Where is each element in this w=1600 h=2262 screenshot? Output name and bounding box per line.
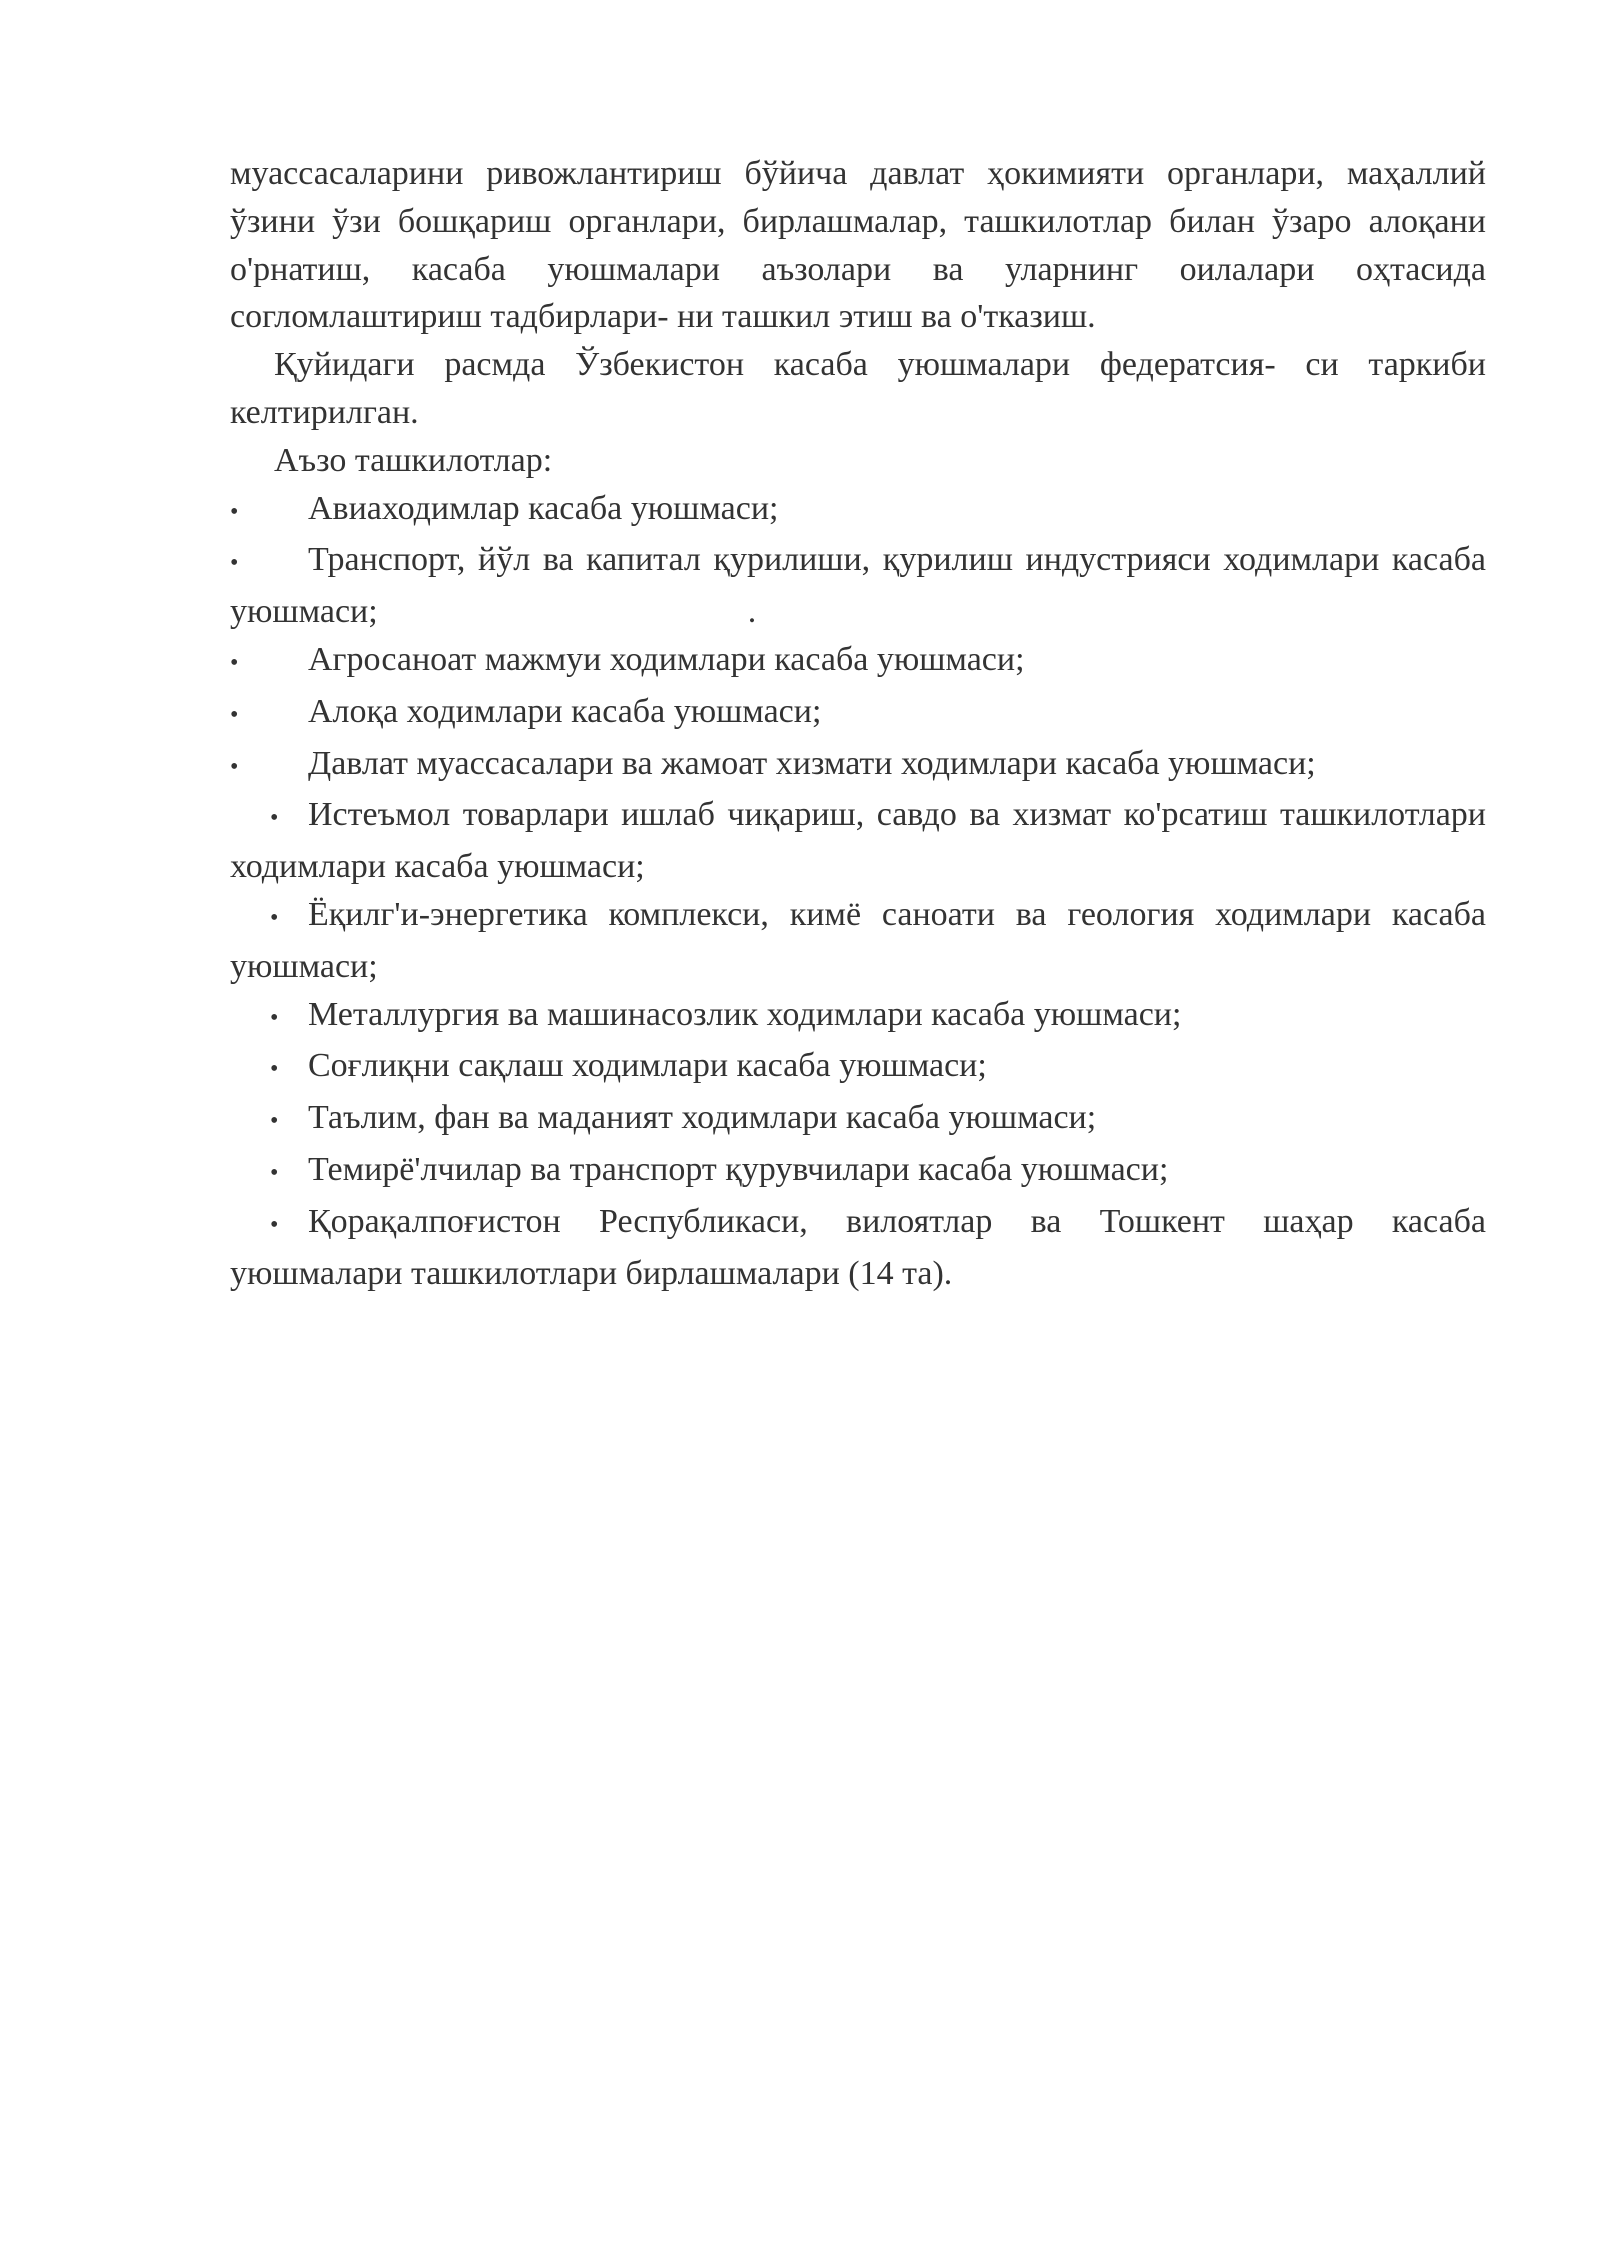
bullet-icon: •: [270, 1211, 279, 1238]
list-item: [230, 740, 1486, 792]
list-item: [230, 791, 1486, 891]
list-item: [230, 1146, 1486, 1198]
list-item-text: Авиаходимлар касаба уюшмаси;: [308, 489, 779, 527]
bullet-icon: •: [230, 498, 239, 525]
list-item-text: Темирё'лчилар ва транспорт қурувчилари касаба уюшмаси;: [308, 1150, 1169, 1188]
list-item-text: Истеъмол товарлари ишлаб чиқариш, савдо ва хизмат ко'рсатиш ташкилотлари ходимлари касаба уюшмаси;: [230, 796, 1486, 886]
bullet-icon: •: [230, 649, 239, 676]
list-item: [230, 536, 1486, 636]
list-item: [230, 485, 1486, 537]
list-item-text: Алоқа ходимлари касаба уюшмаси;: [308, 692, 822, 730]
bullet-icon: •: [270, 1004, 279, 1031]
list-item: [230, 636, 1486, 688]
bullet-icon: •: [230, 550, 239, 577]
list-item: [230, 1094, 1486, 1146]
list-item: [230, 688, 1486, 740]
list-item-text: Қорақалпоғистон Республикаси, вилоятлар ва Тошкент шаҳар касаба уюшмалари ташкилотлари бирлашмалари (14 та).: [230, 1202, 1486, 1292]
bullet-icon: •: [270, 1159, 279, 1186]
member-organizations-heading: Аъзо ташкилотлар:: [274, 441, 553, 479]
list-item-text: Металлургия ва машинасозлик ходимлари касаба уюшмаси;: [308, 995, 1182, 1033]
bullet-icon: •: [230, 701, 239, 728]
bullet-icon: •: [270, 904, 279, 931]
federation-structure-paragraph: Қуйидаги расмда Ўзбекистон касаба уюшмалари федератсия- си таркиби келтирилган.: [230, 346, 1486, 431]
bullet-icon: •: [230, 753, 239, 780]
list-item-text: Таълим, фан ва маданият ходимлари касаба уюшмаси;: [308, 1099, 1097, 1137]
intro-paragraph: муассасаларини ривожлантириш бўйича давлат ҳокимияти органлари, маҳаллий ўзини ўзи бошқариш органлари, бирлашмалар, ташкилотлар билан ўзаро алоқани о'рнатиш, касаба уюшмалари аъзолари ва уларнинг оилалари оҳтасида согломлаштириш тадбирлари- ни ташкил этиш ва о'тказиш.: [230, 155, 1486, 336]
stray-dot: .: [747, 593, 757, 631]
list-item-text: Ёқилг'и-энергетика комплекси, кимё саноати ва геология ходимлари касаба уюшмаси;: [230, 895, 1486, 985]
list-item: [230, 891, 1486, 991]
list-item: [230, 991, 1486, 1043]
list-item-text: Транспорт, йўл ва капитал қурилиши, қурилиш индустрияси ходимлари касаба уюшмаси;: [230, 541, 1486, 631]
document-page: [230, 150, 1486, 1297]
list-item: [230, 1042, 1486, 1094]
list-item: [230, 1198, 1486, 1298]
bullet-icon: •: [270, 1108, 279, 1135]
bullet-icon: •: [270, 805, 279, 832]
bullet-icon: •: [270, 1056, 279, 1083]
list-item-text: Агросаноат мажмуи ходимлари касаба уюшмаси;: [308, 640, 1025, 678]
list-item-text: Давлат муассасалари ва жамоат хизмати ходимлари касаба уюшмаси;: [308, 744, 1316, 782]
list-item-text: Соғлиқни сақлаш ходимлари касаба уюшмаси;: [308, 1047, 987, 1085]
